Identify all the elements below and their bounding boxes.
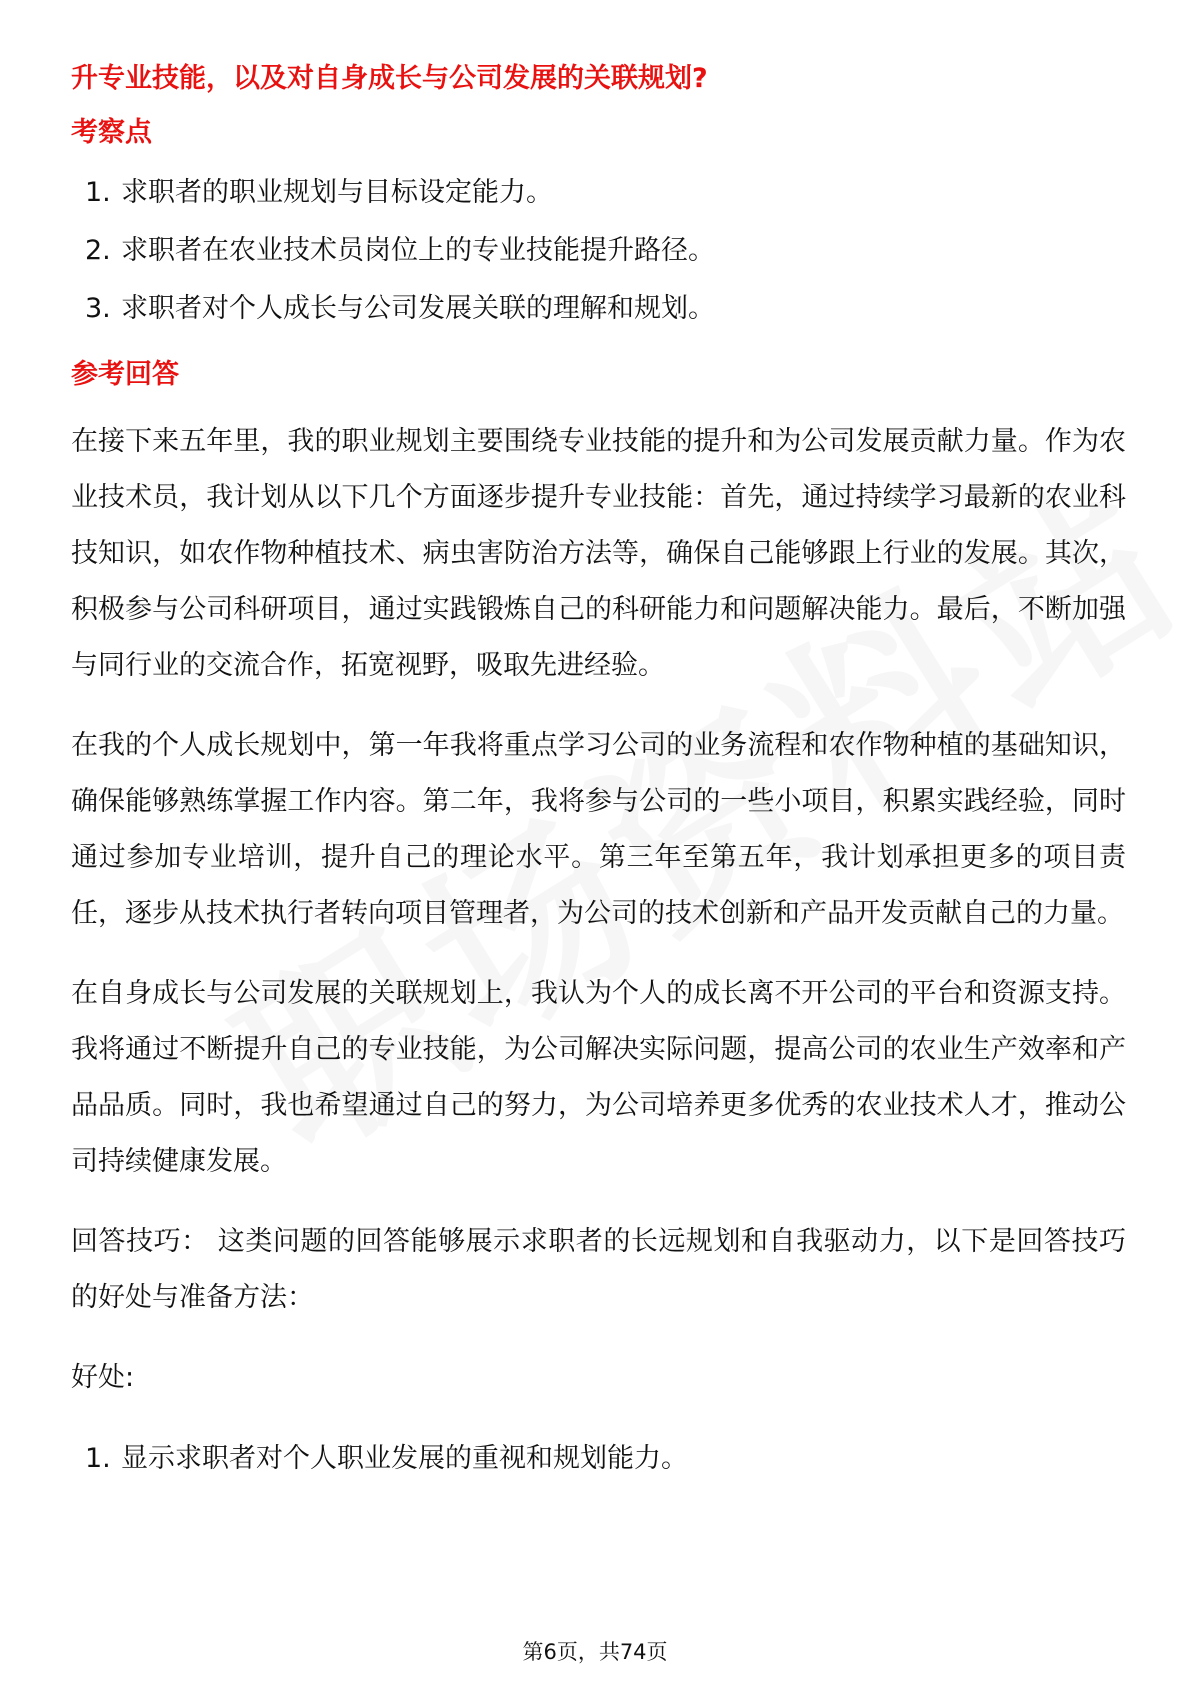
list-item-number: 1. (85, 177, 111, 208)
reference-answer-heading: 参考回答 (71, 359, 179, 390)
list-item-text: 求职者的职业规划与目标设定能力。 (121, 177, 553, 208)
list-item (71, 1430, 1126, 1488)
answer-tips-paragraph: 回答技巧： 这类问题的回答能够展示求职者的长远规划和自我驱动力，以下是回答技巧的好处与准备方法： (71, 1226, 1126, 1313)
question-title: 升专业技能，以及对自身成长与公司发展的关联规划? (71, 63, 708, 94)
exam-points-list (71, 164, 1126, 338)
benefits-list (71, 1430, 1126, 1488)
answer-paragraph-1: 在接下来五年里，我的职业规划主要围绕专业技能的提升和为公司发展贡献力量。作为农业技术员，我计划从以下几个方面逐步提升专业技能：首先，通过持续学习最新的农业科技知识，如农作物种植技术、病虫害防治方法等，确保自己能够跟上行业的发展。其次，积极参与公司科研项目，通过实践锻炼自己的科研能力和问题解决能力。最后，不断加强与同行业的交流合作，拓宽视野，吸取先进经验。 (71, 426, 1126, 681)
answer-paragraph-2: 在我的个人成长规划中，第一年我将重点学习公司的业务流程和农作物种植的基础知识，确保能够熟练掌握工作内容。第二年，我将参与公司的一些小项目，积累实践经验，同时通过参加专业培训，提升自己的理论水平。第三年至第五年，我计划承担更多的项目责任，逐步从技术执行者转向项目管理者，为公司的技术创新和产品开发贡献自己的力量。 (71, 730, 1126, 929)
list-item-number: 1. (85, 1443, 111, 1474)
list-item-number: 2. (85, 235, 111, 266)
list-item (71, 280, 1126, 338)
list-item-text: 求职者在农业技术员岗位上的专业技能提升路径。 (121, 235, 715, 266)
answer-paragraph-3: 在自身成长与公司发展的关联规划上，我认为个人的成长离不开公司的平台和资源支持。我将通过不断提升自己的专业技能，为公司解决实际问题，提高公司的农业生产效率和产品品质。同时，我也希望通过自己的努力，为公司培养更多优秀的农业技术人才，推动公司持续健康发展。 (71, 978, 1126, 1177)
page-number-footer: 第6页，共74页 (522, 1640, 668, 1664)
list-item-number: 3. (85, 293, 111, 324)
list-item-text: 求职者对个人成长与公司发展关联的理解和规划。 (121, 293, 715, 324)
list-item-text: 显示求职者对个人职业发展的重视和规划能力。 (121, 1443, 688, 1474)
list-item (71, 164, 1126, 222)
exam-points-heading: 考察点 (71, 117, 152, 148)
page-content (71, 52, 1126, 1488)
benefits-heading: 好处: (71, 1362, 135, 1393)
list-item (71, 222, 1126, 280)
